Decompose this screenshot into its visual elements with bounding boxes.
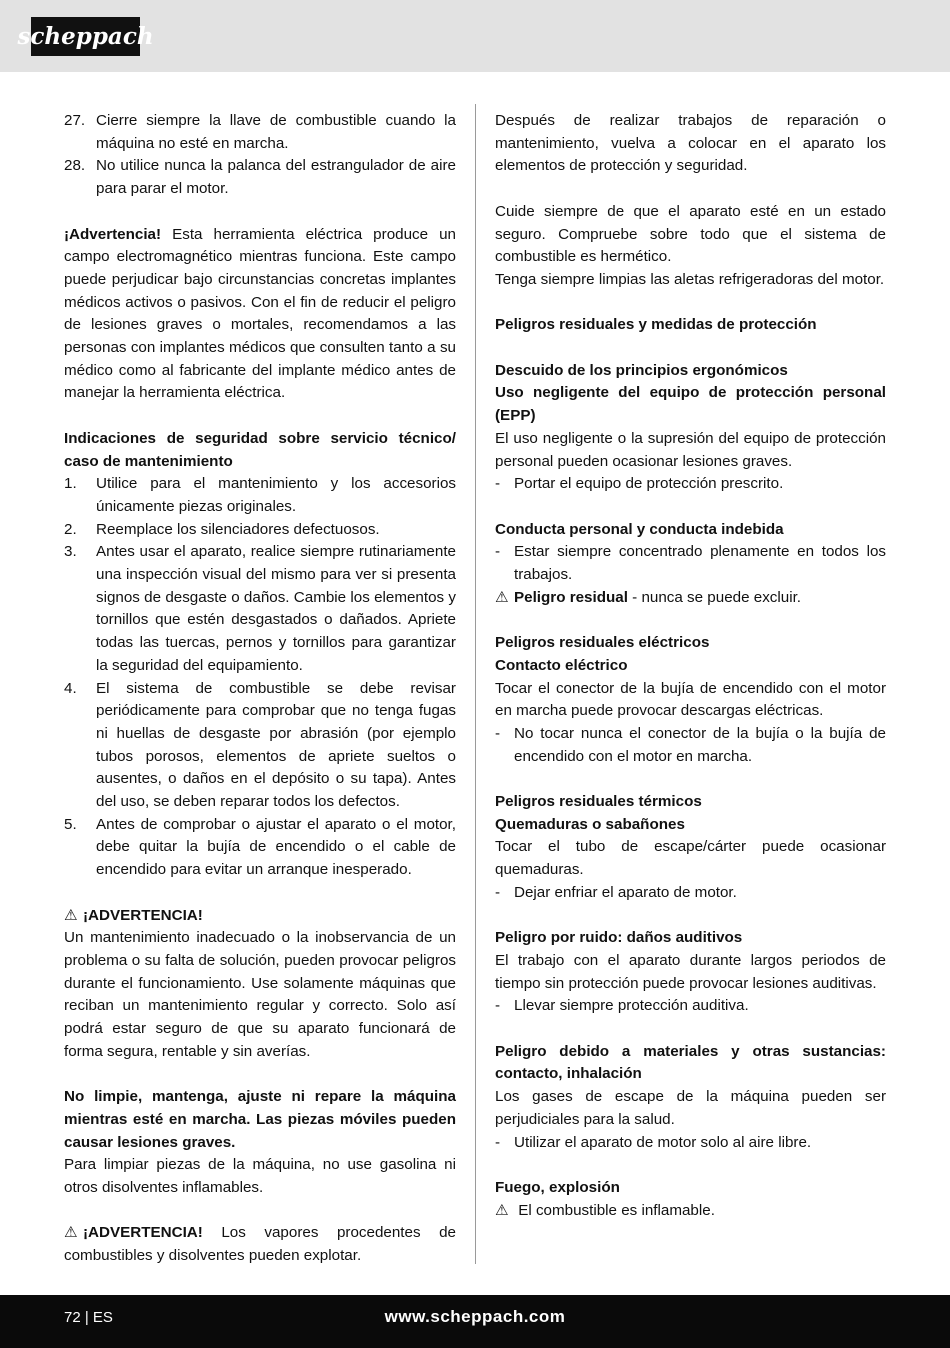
list-item: 2. Reemplace los silenciadores defectuosos.	[64, 520, 380, 538]
materials-text: Los gases de escape de la máquina pueden ser perjudiciales para la salud.	[495, 1088, 886, 1128]
list-item: - Llevar siempre protección auditiva.	[495, 997, 749, 1015]
list-item: - Dejar enfriar el aparato de motor.	[495, 883, 737, 901]
no-cleaning-text: Para limpiar piezas de la máquina, no use gasolina ni otros disolventes inflamables.	[64, 1156, 456, 1196]
safe-state-text: Cuide siempre de que el aparato esté en un estado seguro. Compruebe sobre todo que el sistema de combustible es hermético.	[495, 202, 886, 266]
noise-text: El trabajo con el aparato durante largos periodos de tiempo sin protección puede provocar lesiones auditivas.	[495, 951, 886, 992]
list-item: 4. El sistema de combustible se debe revisar periódicamente para comprobar que no tenga fugas ni huellas de desgaste por abrasión (por ejemplo tubos porosos, elementos de apriete sueltos o ausentes, o daños en el depósito o su tapa). Antes del uso, se deben reparar todos los defectos.	[64, 679, 456, 811]
contact-heading: Contacto eléctrico	[495, 656, 628, 674]
list-item: 28. No utilice nunca la palanca del estrangulador de aire para parar el motor.	[64, 157, 456, 198]
page-footer	[0, 1295, 950, 1348]
fire-heading: Fuego, explosión	[495, 1178, 620, 1196]
ergonomics-heading: Descuido de los principios ergonómicos	[495, 361, 788, 379]
list-item: - Estar siempre concentrado plenamente en todos los trabajos.	[495, 543, 886, 583]
burns-heading: Quemaduras o sabañones	[495, 815, 685, 833]
page-number: 72 | ES	[64, 1309, 113, 1326]
service-list	[64, 473, 456, 882]
burns-text: Tocar el tubo de escape/cárter puede ocasionar quemaduras.	[495, 838, 886, 879]
electrical-heading: Peligros residuales eléctricos	[495, 634, 710, 652]
thermal-heading: Peligros residuales térmicos	[495, 793, 702, 810]
list-item: - No tocar nunca el conector de la bujía o la bujía de encendido con el motor en marcha.	[495, 724, 886, 765]
fire-text: ⚠ El combustible es inflamable.	[495, 1200, 886, 1223]
conduct-heading: Conducta personal y conducta indebida	[495, 520, 784, 538]
brand-logo: scheppach	[31, 17, 140, 56]
column-divider	[475, 104, 476, 1264]
no-cleaning-warning: No limpie, mantenga, ajuste ni repare la máquina mientras esté en marcha. Las piezas móviles pueden causar lesiones graves.	[64, 1088, 456, 1151]
maintenance-warning-text: Un mantenimiento inadecuado o la inobservancia de un problema o su falta de solución, pueden provocar peligros durante el funcionamiento. Use solamente máquinas que reciban un mantenimiento regular y correcto. Solo así podrá estar seguro de que su aparato funcionará de forma segura, rentable y sin averías.	[64, 929, 456, 1060]
page-header	[0, 0, 950, 72]
website-link[interactable]: www.scheppach.com	[384, 1307, 566, 1326]
contact-text: Tocar el conector de la bujía de encendido con el motor en marcha puede provocar descargas eléctricas.	[495, 679, 886, 720]
right-column	[495, 110, 886, 1222]
vapour-warning: ⚠ ¡ADVERTENCIA! Los vapores procedentes de combustibles y disolventes pueden explotar.	[64, 1224, 456, 1265]
list-item: - Portar el equipo de protección prescrito.	[495, 475, 784, 493]
list-item: 27. Cierre siempre la llave de combustible cuando la máquina no esté en marcha.	[64, 112, 456, 152]
residual-risk-note: ⚠ Peligro residual - nunca se puede excluir.	[495, 587, 886, 610]
cooling-fins-text: Tenga siempre limpias las aletas refrigeradoras del motor.	[495, 270, 885, 288]
noise-heading: Peligro por ruido: daños auditivos	[495, 929, 743, 947]
warning-triangle-icon: ⚠	[495, 1201, 509, 1219]
left-column	[64, 110, 456, 1268]
list-item: 1. Utilice para el mantenimiento y los accesorios únicamente piezas originales.	[64, 475, 456, 515]
service-heading: Indicaciones de seguridad sobre servicio técnico/ caso de mantenimiento	[64, 429, 456, 470]
list-item: 5. Antes de comprobar o ajustar el aparato o el motor, debe quitar la bujía de encendido o el cable de encendido para evitar un arranque inesperado.	[64, 815, 456, 879]
reassembly-text: Después de realizar trabajos de reparación o mantenimiento, vuelva a colocar en el aparato los elementos de protección y seguridad.	[495, 112, 886, 175]
list-item: - Utilizar el aparato de motor solo al aire libre.	[495, 1133, 812, 1151]
residual-risks-heading: Peligros residuales y medidas de protección	[495, 316, 817, 334]
ppe-text: El uso negligente o la supresión del equipo de protección personal pueden ocasionar lesiones graves.	[495, 429, 886, 470]
list-item: 3. Antes usar el aparato, realice siempre rutinariamente una inspección visual del mismo para ver si presenta signos de desgaste o daños. Cambie los elementos y tornillos que estén desgastados o dañados. Apriete todas las tuercas, pernos y tornillos para garantizar la seguridad del equipamiento.	[64, 543, 456, 674]
warning-triangle-icon: ⚠	[495, 588, 509, 606]
ppe-heading: Uso negligente del equipo de protección personal (EPP)	[495, 384, 886, 425]
materials-heading: Peligro debido a materiales y otras sustancias: contacto, inhalación	[495, 1042, 886, 1083]
warning-triangle-icon: ⚠	[64, 1224, 78, 1242]
maintenance-warning-heading: ⚠ ¡ADVERTENCIA!	[64, 905, 456, 928]
warning-triangle-icon: ⚠	[64, 906, 78, 924]
emf-warning: ¡Advertencia! Esta herramienta eléctrica produce un campo electromagnético mientras funciona. Este campo puede perjudicar bajo circunstancias concretas implantes médicos activos o pasivos. Con el fin de reducir el peligro de lesiones graves o mortales, recomendamos a las personas con implantes médicos que consulten tanto a su médico como al fabricante del implante médico antes de manejar la herramienta eléctrica.	[64, 225, 456, 402]
